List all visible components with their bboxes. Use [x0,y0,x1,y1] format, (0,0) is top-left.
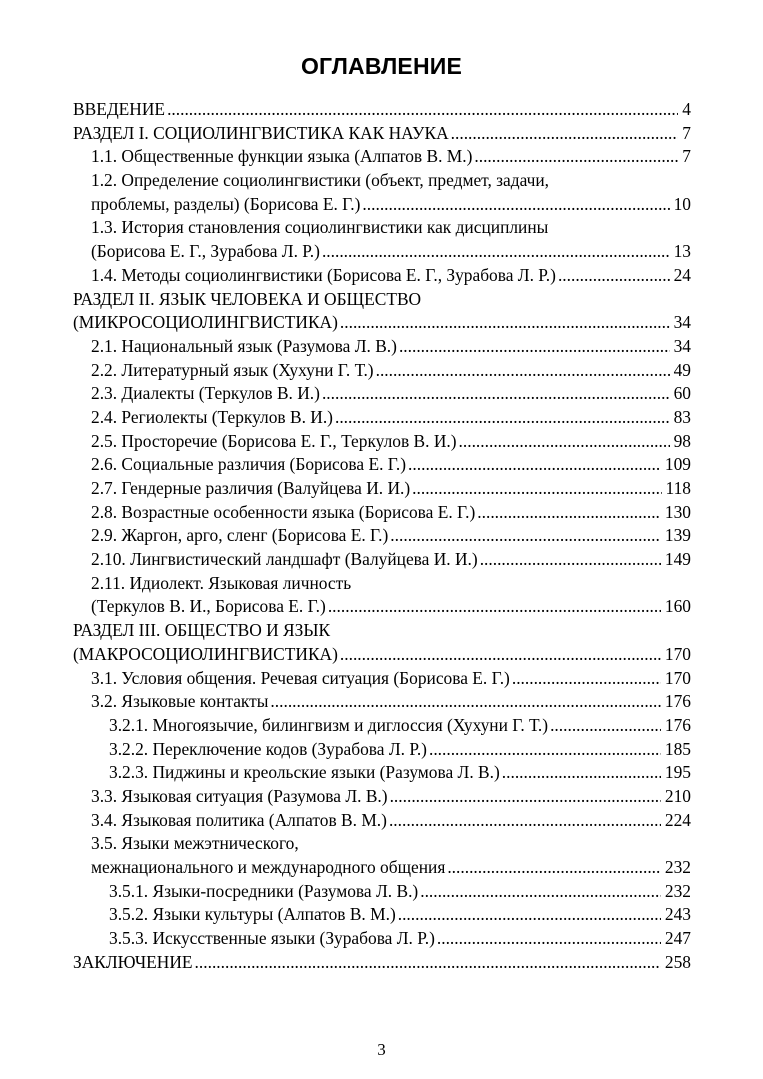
toc-entry-1-4 [73,264,691,288]
toc-entry-title: 2.5. Просторечие (Борисова Е. Г., Теркулов В. И.) [91,430,457,451]
toc-entry-3-5 [73,832,691,879]
toc-line [73,548,691,572]
dot-leader [389,809,661,833]
toc-line [73,785,691,809]
dot-leader [550,714,661,738]
dot-leader [451,122,679,146]
toc-entry-title: 2.3. Диалекты (Теркулов В. И.) [91,383,320,404]
toc-entry-2-7 [73,477,691,501]
toc-line [73,761,691,785]
toc-page-number: 118 [665,478,691,498]
toc-entry-title: 1.1. Общественные функции языка (Алпатов В. М.) [91,146,473,167]
toc-entry-1-1 [73,145,691,169]
toc-line [73,595,691,619]
toc-entry-title: РАЗДЕЛ I. СОЦИОЛИНГВИСТИКА КАК НАУКА [73,122,449,143]
toc-entry-3-5-2 [73,903,691,927]
toc-entry-2-9 [73,524,691,548]
toc-entry-2-3 [73,382,691,406]
toc-page-number: 83 [673,406,691,427]
toc-page-number: 139 [664,525,691,546]
dot-leader [420,880,661,904]
dot-leader [322,240,670,264]
toc-entry-section-2 [73,288,691,335]
toc-entry-title: ВВЕДЕНИЕ [73,99,166,119]
toc-line [73,927,691,951]
dot-leader [512,667,661,691]
table-of-contents [73,98,691,974]
dot-leader [335,406,670,430]
dot-leader [390,785,661,809]
toc-entry-title: 3.2.3. Пиджины и креольские языки (Разумова Л. В.) [109,762,500,783]
toc-line [73,832,691,856]
dot-leader [447,856,661,880]
toc-entry-title: 1.4. Методы социолингвистики (Борисова Е. Г., Зурабова Л. Р.) [91,264,556,285]
toc-entry-1-2 [73,169,691,216]
toc-line [73,619,691,643]
toc-entry-title-continued: (Теркулов В. И., Борисова Е. Г.) [91,596,326,617]
toc-page-number: 170 [664,667,691,688]
toc-line [73,216,691,240]
toc-entry-conclusion [73,951,691,975]
toc-entry-title: 3.2. Языковые контакты [91,691,269,712]
dot-leader [340,643,661,667]
toc-entry-title: 2.4. Региолекты (Теркулов В. И.) [91,406,333,427]
toc-page-number: 185 [664,738,691,759]
dot-leader [322,382,670,406]
toc-entry-introduction [73,98,691,122]
toc-line [73,714,691,738]
toc-entry-3-2-1 [73,714,691,738]
toc-entry-3-5-1 [73,880,691,904]
toc-line [73,406,691,430]
toc-page-number: 160 [664,596,691,617]
dot-leader [167,98,678,122]
toc-entry-2-8 [73,501,691,525]
dot-leader [502,761,661,785]
toc-entry-title: 2.9. Жаргон, арго, сленг (Борисова Е. Г.) [91,525,389,546]
dot-leader [412,477,661,501]
toc-line [73,572,691,596]
dot-leader [437,927,661,951]
toc-line [73,738,691,762]
toc-page-number: 7 [682,146,691,167]
dot-leader [340,311,670,335]
dot-leader [195,951,661,975]
toc-line [73,169,691,193]
toc-page-number: 60 [673,383,691,404]
toc-entry-title: 3.5.2. Языки культуры (Алпатов В. М.) [109,904,396,925]
toc-entry-1-3 [73,216,691,263]
toc-entry-3-2-2 [73,738,691,762]
toc-line [73,359,691,383]
toc-line [73,193,691,217]
toc-page-number: 10 [673,193,691,214]
toc-entry-3-2 [73,690,691,714]
toc-page-number: 258 [664,951,691,972]
toc-page-number: 7 [682,122,691,143]
toc-entry-title: 1.3. История становления социолингвистики как дисциплины [91,217,549,238]
toc-entry-2-6 [73,453,691,477]
toc-page-number: 4 [682,99,691,119]
toc-line [73,809,691,833]
toc-line [73,524,691,548]
toc-entry-title: 2.10. Лингвистический ландшафт (Валуйцева И. И.) [91,549,478,570]
toc-entry-3-4 [73,809,691,833]
toc-page-number: 232 [664,857,691,877]
toc-entry-title: ЗАКЛЮЧЕНИЕ [73,951,193,972]
toc-line [73,430,691,454]
toc-entry-title: 2.11. Идиолект. Языковая личность [91,572,352,593]
toc-entry-3-1 [73,667,691,691]
toc-entry-2-1 [73,335,691,359]
toc-page-number: 34 [673,335,691,356]
toc-entry-title: 3.2.1. Многоязычие, билингвизм и диглоссия (Хухуни Г. Т.) [109,714,549,735]
toc-line [73,477,691,501]
toc-page-number: 34 [673,312,691,333]
toc-line [73,98,691,122]
toc-line [73,643,691,667]
toc-line [73,311,691,335]
toc-entry-title-continued: проблемы, разделы) (Борисова Е. Г.) [91,193,361,214]
toc-line [73,667,691,691]
toc-line [73,903,691,927]
toc-line [73,951,691,975]
toc-page-number: 247 [664,928,691,949]
toc-entry-2-10 [73,548,691,572]
toc-entry-title: 3.5. Языки межэтнического, [91,833,299,854]
page-title: ОГЛАВЛЕНИЕ [300,53,463,79]
toc-entry-title: 2.2. Литературный язык (Хухуни Г. Т.) [91,359,374,380]
toc-entry-title: 3.2.2. Переключение кодов (Зурабова Л. Р.) [109,738,427,759]
toc-entry-title: 2.8. Возрастные особенности языка (Борисова Е. Г.) [91,501,476,522]
toc-entry-title-continued: (Борисова Е. Г., Зурабова Л. Р.) [91,241,320,262]
toc-page-number: 109 [664,454,691,475]
toc-page-number: 210 [664,785,691,806]
toc-page-number: 170 [664,643,691,664]
toc-entry-section-1 [73,122,691,146]
toc-entry-title: 3.1. Условия общения. Речевая ситуация (Борисова Е. Г.) [91,667,510,688]
toc-entry-section-3 [73,619,691,666]
toc-page-number: 13 [673,241,691,262]
toc-entry-title-continued: межнационального и международного общения [91,857,446,877]
dot-leader [429,738,661,762]
dot-leader [474,145,678,169]
toc-page-number: 224 [664,809,691,830]
toc-line [73,240,691,264]
toc-entry-title: 3.4. Языковая политика (Алпатов В. М.) [91,809,387,830]
toc-line [73,145,691,169]
toc-page-number: 49 [673,359,691,380]
toc-entry-title-continued: (МИКРОСОЦИОЛИНГВИСТИКА) [73,312,338,333]
toc-entry-title: 3.5.1. Языки-посредники (Разумова Л. В.) [109,880,419,901]
toc-line [73,382,691,406]
toc-entry-title: 2.1. Национальный язык (Разумова Л. В.) [91,335,397,356]
toc-entry-title: РАЗДЕЛ II. ЯЗЫК ЧЕЛОВЕКА И ОБЩЕСТВО [73,288,422,309]
toc-page-number: 149 [664,549,691,570]
toc-entry-2-4 [73,406,691,430]
toc-page-number: 24 [673,264,691,285]
toc-page-number: 176 [664,691,691,712]
toc-entry-2-2 [73,359,691,383]
dot-leader [558,264,670,288]
toc-page-number: 98 [673,430,691,451]
page-number: 3 [377,1040,386,1059]
toc-page-number: 195 [664,762,691,783]
dot-leader [376,359,670,383]
toc-entry-title: 3.5.3. Искусственные языки (Зурабова Л. Р.) [109,928,435,949]
toc-entry-title: 2.7. Гендерные различия (Валуйцева И. И.) [91,478,411,498]
toc-page-number: 176 [664,714,691,735]
toc-entry-title: 1.2. Определение социолингвистики (объект, предмет, задачи, [91,170,550,191]
toc-entry-2-11 [73,572,691,619]
toc-entry-2-5 [73,430,691,454]
dot-leader [362,193,669,217]
toc-line [73,264,691,288]
toc-entry-title: 2.6. Социальные различия (Борисова Е. Г.) [91,454,407,475]
dot-leader [459,430,670,454]
toc-entry-3-3 [73,785,691,809]
toc-line [73,453,691,477]
dot-leader [408,453,661,477]
dot-leader [398,903,661,927]
toc-line [73,856,691,880]
toc-line [73,122,691,146]
toc-entry-title: 3.3. Языковая ситуация (Разумова Л. В.) [91,785,388,806]
toc-line [73,690,691,714]
toc-line [73,288,691,312]
dot-leader [270,690,660,714]
dot-leader [390,524,661,548]
toc-page-number: 130 [664,501,691,522]
toc-entry-3-2-3 [73,761,691,785]
dot-leader [328,595,661,619]
dot-leader [477,501,661,525]
toc-entry-title-continued: (МАКРОСОЦИОЛИНГВИСТИКА) [73,643,338,664]
toc-page-number: 243 [664,904,691,925]
toc-entry-3-5-3 [73,927,691,951]
dot-leader [399,335,670,359]
dot-leader [480,548,661,572]
toc-line [73,880,691,904]
toc-line [73,335,691,359]
toc-page-number: 232 [664,880,691,901]
toc-line [73,501,691,525]
toc-entry-title: РАЗДЕЛ III. ОБЩЕСТВО И ЯЗЫК [73,620,331,641]
